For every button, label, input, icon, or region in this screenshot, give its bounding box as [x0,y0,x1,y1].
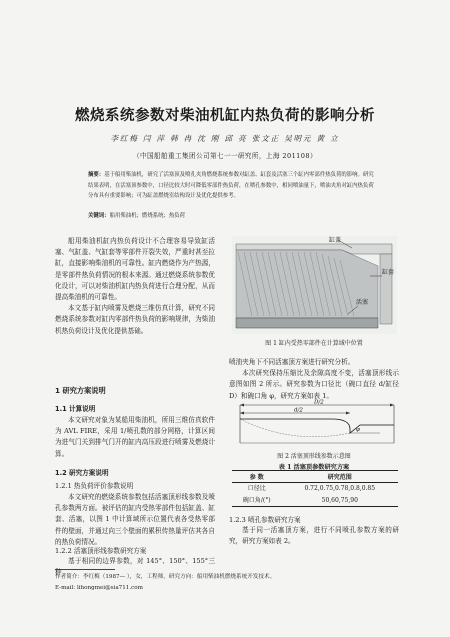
table-cell: 0.72,0.75,0.78,0.8,0.85 [304,485,376,492]
table-cell: 口径比 [247,485,266,492]
intro-paragraph-2: 本文基于缸内喷雾及燃烧三维仿真计算，研究不同燃烧系统参数对缸内零部件热负荷的影响规律，为柴油机热负荷设计及优化提供基础。 [55,304,215,335]
footnote-author: 作者简介：李红梅（1987— ），女，工程师，研究方向：船用柴油机燃烧系统开发技术。 [55,574,276,580]
intro-paragraph: 船用柴油机缸内热负荷设计不合理容易导致缸活塞、气缸盖、气缸套等零部件开裂失效，严重时甚至拉缸，直接影响柴油机的可靠性。缸内燃烧作为产热源，是零部件热负荷情况的根本来源。通过燃烧系统参数优化设计，可以对柴油机缸内热负荷进行合理分配，从而提高柴油机的可靠性。 [55,237,215,302]
figure-2-diagram [232,399,398,449]
keywords-text: 船用柴油机；燃烧系统；热负荷 [109,213,186,219]
figure-1-diagram [232,236,397,334]
author-list: 李红梅 闫 萍 韩 冉 沈 刚 邱 亮 张文正 吴明元 黄 立 [110,134,340,143]
section-1-heading: 1 研究方案说明 [55,386,106,395]
last-paragraph: 基于相同的边界参数，对 145°、150°、155°三种 [55,557,215,577]
table-header-cell: 参 数 [249,474,264,481]
figure-2-caption: 图 2 活塞顶形线参数示意图 [277,453,351,460]
keywords [88,211,378,219]
section-1-2-heading: 1.2 研究方案说明 [55,469,109,477]
calc-section [55,415,215,460]
figure-1-caption: 图 1 缸内受热零部件在计算域中位置 [265,340,363,347]
right-paragraph-3: 基于同一活塞顶方案，进行不同喷孔参数方案的研究，研究方案如表 2。 [229,526,399,546]
label-phi: φ [356,427,360,433]
left-column [55,236,215,337]
label-D-half: D/2 [314,399,324,406]
table-header-cell: 研究范围 [327,474,352,481]
section-1-1-heading: 1.1 计算说明 [55,405,96,413]
right-column-top [229,357,399,402]
label-piston: 活塞 [356,299,369,306]
table-1 [232,470,398,507]
affiliation: （中国船舶重工集团公司第七一一研究所，上海 201108） [133,152,317,160]
abstract-label: 摘要： [88,172,105,178]
footnote-divider [55,569,115,570]
table-cell: 50,60,75,90 [321,496,358,504]
label-d-half: d/2 [294,407,303,414]
label-cylinder-head: 缸盖 [329,237,342,244]
right-paragraph-1: 喷油夹角下不同活塞顶方案进行研究分析。 [229,358,355,366]
table-row [232,495,398,507]
section-1-2-1-heading: 1.2.1 热负荷评价参数说明 [55,482,134,490]
section-1-2-3-heading: 1.2.3 喷孔参数研究方案 [229,516,301,524]
paper-title: 燃烧系统参数对柴油机缸内热负荷的影响分析 [75,108,375,124]
abstract [88,170,378,202]
table-header-row [232,471,398,483]
table-row [232,483,398,495]
right-column-bottom [229,525,399,547]
keywords-label: 关键词： [88,213,110,219]
label-cylinder-liner: 缸套 [382,269,395,276]
table-1-caption: 表 1 活塞顶参数研究方案 [278,464,350,471]
table-cell: 碗口角/(°) [242,496,271,504]
calc-paragraph: 本文研究对象为某船用柴油机，所用三维仿真软件为 AVL FIRE，采用 1/喷孔数的部分网格，计算区间为进气门关到排气门开的缸内高压段进行喷雾及燃烧计算。 [55,416,215,458]
section-1-2-2-heading: 1.2.2 活塞顶形线参数研究方案 [55,547,147,555]
eval-paragraph: 本文研究的燃烧系统参数包括活塞顶形线参数及喷孔参数两方面。被评估的缸内受热零部件包括缸盖、缸套、活塞，以图 1 中计算域所示位置代表各受热零部件的壁面，并通过向三个壁面的累积传热量评估其各自的热负荷情况。 [55,493,215,546]
eval-section [55,492,215,548]
right-paragraph-2: 本次研究保持压缩比及余隙高度不变，活塞顶形线示意图如图 2 所示。研究参数为口径比（碗口直径 d/缸径 D）和碗口角 φ，研究方案如表 1。 [229,369,399,400]
abstract-text: 基于船用柴油机，研究了活塞顶及喷孔夹角燃烧系统参数对缸盖、缸套及活塞三个缸内零部件热负荷的影响。研究结果表明，在活塞顶参数中，口径比较大时可降低零部件热负荷，在喷孔参数中，相同喷油量下，喷油夹角对缸内热负荷分布具有重要影响；可为缸盖燃烧室结构设计及优化提供参考。 [88,172,374,199]
footnote-email: E-mail: lihongmei@sia711.com [55,585,143,591]
